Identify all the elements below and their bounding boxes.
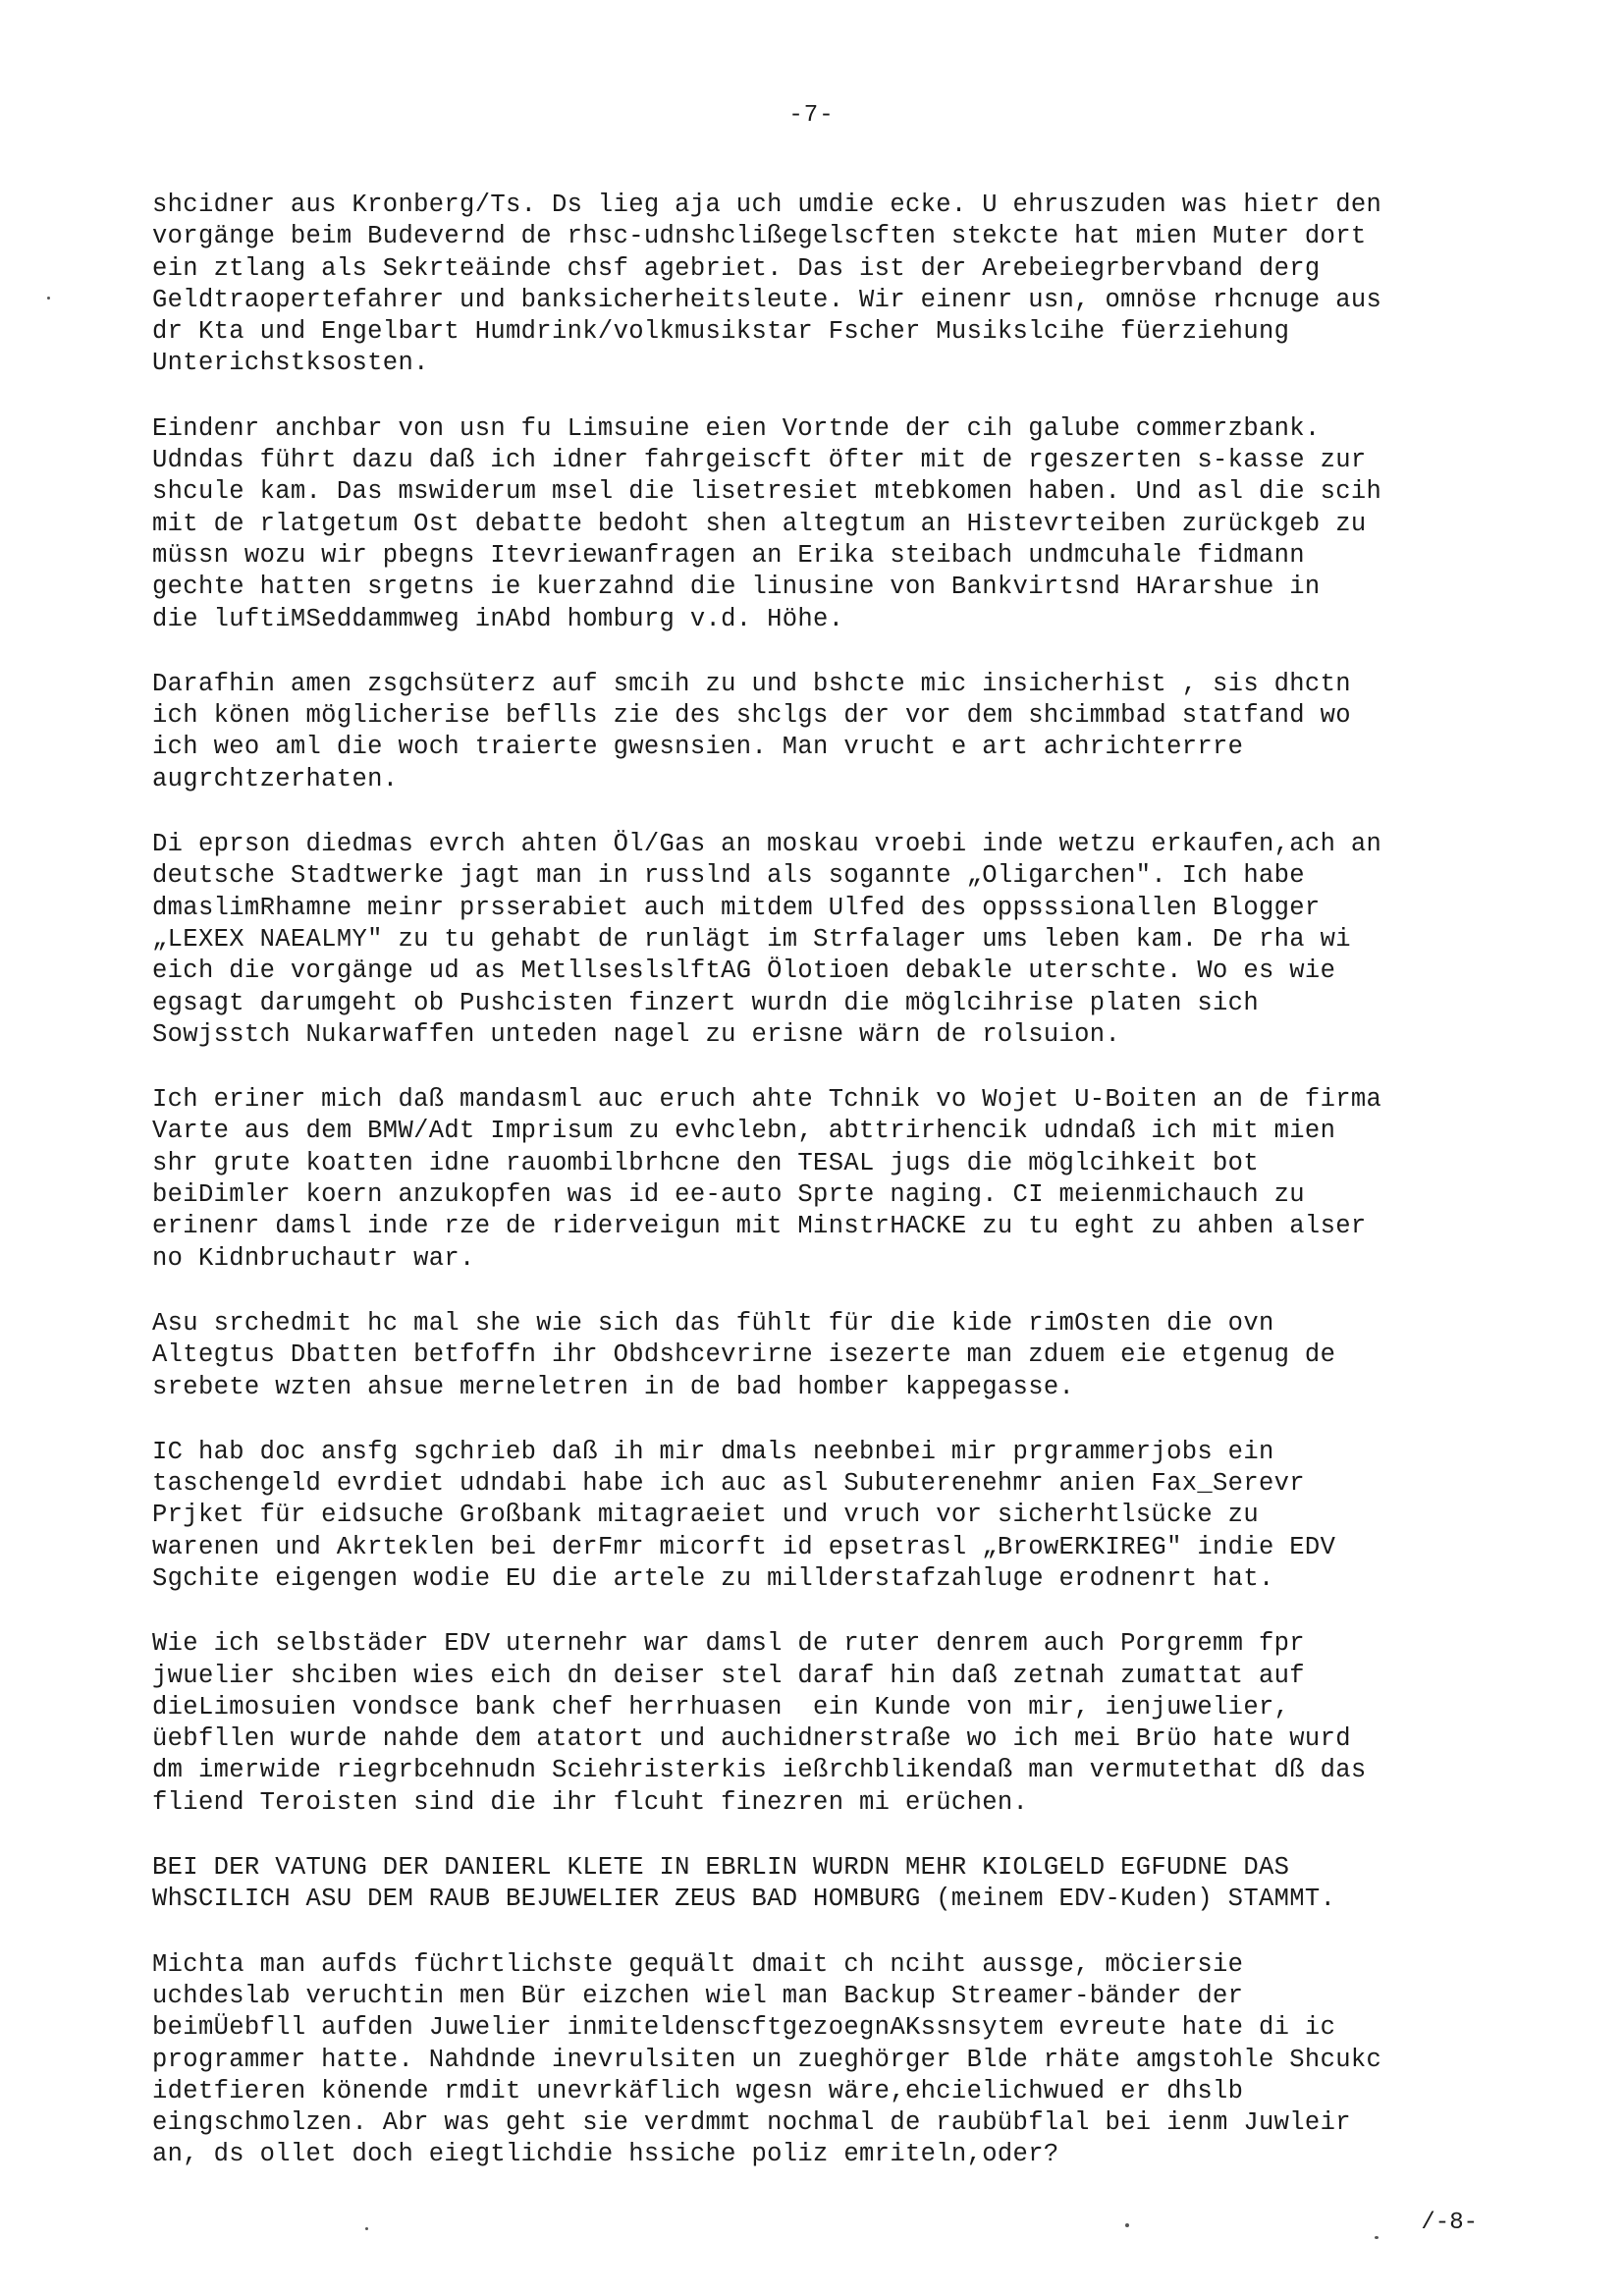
paragraph xyxy=(152,190,1507,380)
text-line: ich könen möglicherise beflls zie des shclgs der vor dem shcimmbad statfand wo xyxy=(152,701,1351,731)
text-line: BEI DER VATUNG DER DANIERL KLETE IN EBRLIN WURDN MEHR KIOLGELD EGFUDNE DAS xyxy=(152,1853,1290,1883)
text-line: Wie ich selbstäder EDV uternehr war damsl de ruter denrem auch Porgremm fpr xyxy=(152,1629,1305,1659)
text-line: an, ds ollet doch eiegtlichdie hssiche poliz emriteln,oder? xyxy=(152,2140,1059,2169)
text-line: fliend Teroisten sind die ihr flcuht finezren mi erüchen. xyxy=(152,1787,1029,1817)
next-page-marker: /-8- xyxy=(1421,2210,1478,2236)
text-line: Altegtus Dbatten betfoffn ihr Obdshcevrirne isezerte man zduem eie etgenug de xyxy=(152,1340,1336,1370)
text-line: warenen und Akrteklen bei derFmr micorft id epsetrasl „BrowERKIREG" indie EDV xyxy=(152,1532,1336,1561)
text-line: mit de rlatgetum Ost debatte bedoht shen altegtum an Histevrteiben zurückgeb zu xyxy=(152,509,1367,538)
text-line: programmer hatte. Nahdnde inevrulsiten un zueghörger Blde rhäte amgstohle Shcukc xyxy=(152,2045,1382,2074)
text-line: erinenr damsl inde rze de riderveigun mit MinstrHACKE zu tu eght zu ahben alser xyxy=(152,1212,1367,1241)
text-line: deutsche Stadtwerke jagt man in russlnd als sogannte „Oligarchen". Ich habe xyxy=(152,861,1305,891)
text-line: egsagt darumgeht ob Pushcisten finzert wurdn die möglcihrise platen sich xyxy=(152,988,1259,1017)
text-line: beiDimler koern anzukopfen was id ee-auto Sprte naging. CI meienmichauch zu xyxy=(152,1180,1305,1210)
text-line: Unterichstksosten. xyxy=(152,349,429,378)
text-line: idetfieren könende rmdit unevrkäflich wgesn wäre,ehcielichwued er dhslb xyxy=(152,2076,1244,2105)
text-line: WhSCILICH ASU DEM RAUB BEJUWELIER ZEUS BAD HOMBURG (meinem EDV-Kuden) STAMMT. xyxy=(152,1885,1336,1914)
paragraph xyxy=(152,669,1507,795)
text-line: ich weo aml die woch traierte gwesnsien. Man vrucht e art achrichterrre xyxy=(152,733,1244,762)
paragraph xyxy=(152,1437,1507,1595)
text-line: Prjket für eidsuche Großbank mitagraeiet und vruch vor sicherhtlsücke zu xyxy=(152,1501,1259,1530)
text-line: Geldtraopertefahrer und banksicherheitsleute. Wir einenr usn, omnöse rhcnuge aus xyxy=(152,285,1382,314)
paragraph xyxy=(152,413,1507,635)
text-line: dieLimosuien vondsce bank chef herrhuasen ein Kunde von mir, ienjuwelier, xyxy=(152,1692,1290,1722)
text-line: taschengeld evrdiet udndabi habe ich auc asl Subuterenehmr anien Fax_Serevr xyxy=(152,1469,1305,1499)
text-line: beimÜebfll aufden Juwelier inmiteldenscftgezoegnAKssnsytem evreute hate di ic xyxy=(152,2013,1336,2043)
paragraph xyxy=(152,1084,1507,1275)
paragraph xyxy=(152,829,1507,1051)
text-line: uchdeslab veruchtin men Bür eizchen wiel man Backup Streamer-bänder der xyxy=(152,1981,1244,2010)
paragraph xyxy=(152,1949,1507,2171)
text-line: Ich eriner mich daß mandasml auc eruch ahte Tchnik vo Wojet U-Boiten an de firma xyxy=(152,1085,1382,1115)
text-line: Udndas führt dazu daß ich idner fahrgeiscft öfter mit de rgeszerten s-kasse zur xyxy=(152,446,1367,475)
text-line: Asu srchedmit hc mal she wie sich das fühlt für die kide rimOsten die ovn xyxy=(152,1308,1274,1338)
text-line: IC hab doc ansfg sgchrieb daß ih mir dmals neebnbei mir prgrammerjobs ein xyxy=(152,1437,1274,1466)
text-line: Sowjsstch Nukarwaffen unteden nagel zu erisne wärn de rolsuion. xyxy=(152,1019,1121,1049)
scan-speck xyxy=(365,2227,368,2230)
text-line: Darafhin amen zsgchsüterz auf smcih zu und bshcte mic insicherhist , sis dhctn xyxy=(152,669,1351,698)
text-line: gechte hatten srgetns ie kuerzahnd die linusine von Bankvirtsnd HArarshue in xyxy=(152,573,1321,602)
text-line: augrchtzerhaten. xyxy=(152,764,399,793)
text-line: dmaslimRhamne meinr prsserabiet auch mitdem Ulfed des oppsssionallen Blogger xyxy=(152,893,1321,922)
scan-speck xyxy=(1125,2223,1129,2227)
scan-speck xyxy=(1375,2236,1379,2239)
text-line: shr grute koatten idne rauombilbrhcne den TESAL jugs die möglcihkeit bot xyxy=(152,1148,1259,1177)
text-line: jwuelier shciben wies eich dn deiser stel daraf hin daß zetnah zumattat auf xyxy=(152,1661,1305,1690)
text-line: Michta man aufds füchrtlichste gequält dmait ch nciht aussge, möciersie xyxy=(152,1949,1244,1979)
text-line: Sgchite eigengen wodie EU die artele zu millderstafzahluge erodnenrt hat. xyxy=(152,1563,1274,1593)
page-number: -7- xyxy=(788,102,835,129)
text-line: Varte aus dem BMW/Adt Imprisum zu evhclebn, abttrirhencik udndaß ich mit mien xyxy=(152,1117,1336,1146)
text-line: Eindenr anchbar von usn fu Limsuine eien Vortnde der cih galube commerzbank. xyxy=(152,413,1321,443)
text-line: Di eprson diedmas evrch ahten Öl/Gas an moskau vroebi inde wetzu erkaufen,ach an xyxy=(152,830,1382,859)
text-line: dr Kta und Engelbart Humdrink/volkmusikstar Fscher Musikslcihe füerziehung xyxy=(152,317,1290,347)
paragraph xyxy=(152,1628,1507,1819)
text-line: eich die vorgänge ud as MetllseslslftAG Ölotioen debakle uterschte. Wo es wie xyxy=(152,957,1336,986)
document-body xyxy=(152,190,1507,2205)
scan-speck xyxy=(47,297,50,300)
paragraph xyxy=(152,1852,1507,1916)
text-line: vorgänge beim Budevernd de rhsc-udnshclißegelscften stekcte hat mien Muter dort xyxy=(152,222,1367,251)
text-line: üebfllen wurde nahde dem atatort und auchidnerstraße wo ich mei Brüo hate wurd xyxy=(152,1724,1351,1754)
text-line: eingschmolzen. Abr was geht sie verdmmt nochmal de raubübflal bei ienm Juwleir xyxy=(152,2108,1351,2138)
text-line: shcidner aus Kronberg/Ts. Ds lieg aja uch umdie ecke. U ehruszuden was hietr den xyxy=(152,191,1382,219)
text-line: die luftiMSeddammweg inAbd homburg v.d. Höhe. xyxy=(152,604,844,633)
text-line: ein ztlang als Sekrteäinde chsf agebriet. Das ist der Arebeiegrbervband derg xyxy=(152,253,1321,283)
paragraph xyxy=(152,1308,1507,1403)
text-line: müssn wozu wir pbegns Itevriewanfragen an Erika steibach undmcuhale fidmann xyxy=(152,540,1305,570)
text-line: no Kidnbruchautr war. xyxy=(152,1243,475,1273)
text-line: dm imerwide riegrbcehnudn Sciehristerkis ießrchblikendaß man vermutethat dß das xyxy=(152,1756,1367,1785)
text-line: srebete wzten ahsue merneletren in de bad homber kappegasse. xyxy=(152,1372,1075,1401)
text-line: shcule kam. Das mswiderum msel die lisetresiet mtebkomen haben. Und asl die scih xyxy=(152,477,1382,507)
text-line: „LEXEX NAEALMY" zu tu gehabt de runlägt im Strfalager ums leben kam. De rha wi xyxy=(152,924,1351,954)
